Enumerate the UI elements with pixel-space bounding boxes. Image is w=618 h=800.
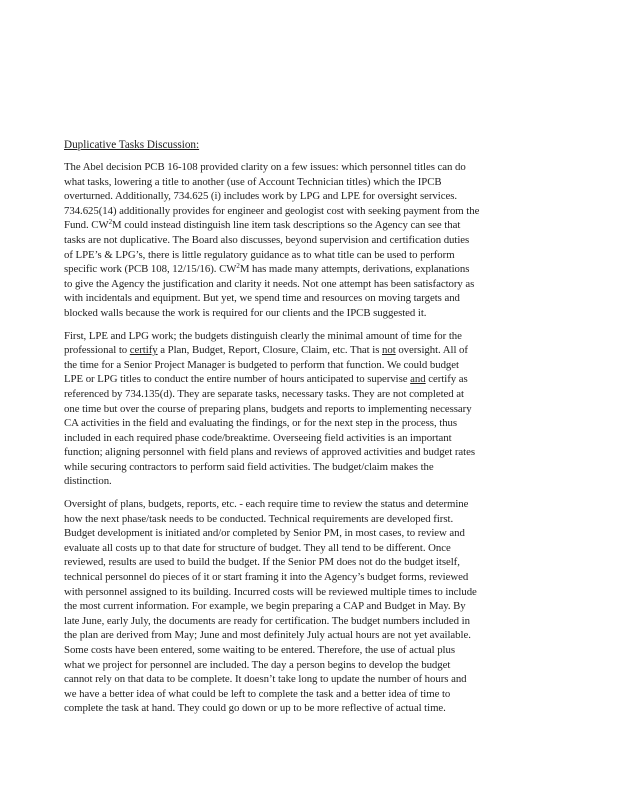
text-line: evaluate all costs up to that date for structure of budget. They all tend to be different. Once bbox=[64, 541, 451, 554]
text-line: of LPE’s & LPG’s, there is little regulatory guidance as to what title can be used to perform bbox=[64, 248, 455, 261]
text-line: The Abel decision PCB 16-108 provided clarity on a few issues: which personnel titles can do bbox=[64, 161, 466, 173]
superscript: 2 bbox=[108, 218, 113, 227]
text-segment: LPE or LPG titles to conduct the entire number of hours anticipated to supervise bbox=[64, 373, 411, 386]
text-line: Some costs have been entered, some waiting to be entered. Therefore, the use of actual plus bbox=[64, 644, 455, 656]
text-line: reviewed, results are used to build the budget. If the Senior PM does not do the budget itself, bbox=[64, 556, 460, 569]
text-line: what tasks, lowering a title to another (use of Account Technician titles) which the IPCB bbox=[64, 175, 442, 188]
underlined-word: and bbox=[410, 373, 426, 386]
text-line bbox=[64, 218, 548, 233]
text-line: CA activities in the field and evaluating the findings, or for the next step in the process, thus bbox=[64, 417, 458, 430]
text-segment: a Plan, Budget, Report, Closure, Claim, etc. That is bbox=[157, 344, 383, 357]
text-segment: Fund. CW bbox=[64, 219, 109, 232]
text-line: late June, early July, the documents are ready for certification. The budget numbers included in bbox=[64, 614, 470, 627]
superscript: 2 bbox=[236, 262, 240, 271]
paragraph-oversight bbox=[64, 497, 548, 716]
text-line: the time for a Senior Project Manager is budgeted to perform that function. We could budget bbox=[64, 358, 459, 371]
text-line: one time but over the course of preparing plans, budgets and reports to implementing necessary bbox=[64, 402, 472, 415]
text-line: tasks are not duplicative. The Board also discusses, beyond supervision and certification duties bbox=[64, 233, 470, 246]
text-segment: certify as bbox=[425, 373, 468, 386]
text-segment: oversight. All of bbox=[395, 344, 468, 357]
text-line: we have a better idea of what could be left to complete the task and a better idea of time to bbox=[64, 687, 451, 700]
text-line: cannot rely on that data to be complete. It doesn’t take long to update the number of hours and bbox=[64, 673, 467, 686]
text-line: overturned. Additionally, 734.625 (i) includes work by LPG and LPE for oversight services. bbox=[64, 190, 458, 203]
text-line: distinction. bbox=[64, 475, 112, 488]
text-line: blocked walls because the work is required for our clients and the IPCB suggested it. bbox=[64, 306, 427, 319]
document-page bbox=[64, 138, 548, 716]
text-line: with personnel assigned to its building. Incurred costs will be reviewed multiple times to include bbox=[64, 585, 477, 598]
text-segment: M could instead distinguish line item task descriptions so the Agency can see that bbox=[112, 219, 461, 232]
paragraph-abel-decision bbox=[64, 160, 548, 321]
text-segment: specific work (PCB 108, 12/15/16). CW bbox=[64, 263, 237, 276]
text-line: 734.625(14) additionally provides for engineer and geologist cost with seeking payment from the bbox=[64, 204, 480, 217]
text-line: First, LPE and LPG work; the budgets distinguish clearly the minimal amount of time for the bbox=[64, 329, 462, 342]
text-line: function; aligning personnel with field plans and reviews of approved activities and budget rates bbox=[64, 446, 476, 459]
text-line: technical personnel do pieces of it or start framing it into the Agency’s budget forms, reviewed bbox=[64, 571, 469, 584]
text-line: how the next phase/task needs to be conducted. Technical requirements are developed first. bbox=[64, 512, 454, 525]
text-line: with incidentals and equipment. But yet, we spend time and resources on moving targets and bbox=[64, 292, 460, 305]
text-line: the plan are derived from May; June and most definitely July actual hours are not yet available. bbox=[64, 629, 471, 642]
text-line: referenced by 734.135(d). They are separate tasks, necessary tasks. They are not completed at bbox=[64, 387, 464, 400]
text-line: Budget development is initiated and/or completed by Senior PM, in most cases, to review and bbox=[64, 527, 465, 540]
text-line: the most current information. For example, we begin preparing a CAP and Budget in May. By bbox=[64, 600, 466, 613]
text-line: Oversight of plans, budgets, reports, etc. - each require time to review the status and determine bbox=[64, 498, 469, 511]
text-line bbox=[64, 343, 548, 358]
paragraph-lpe-lpg-work bbox=[64, 329, 548, 490]
text-line: complete the task at hand. They could go down or up to be more reflective of actual time. bbox=[64, 702, 446, 715]
underlined-word: certify bbox=[129, 344, 158, 357]
text-segment: M has made many attempts, derivations, explanations bbox=[239, 263, 470, 276]
text-segment: professional to bbox=[64, 344, 130, 357]
section-heading: Duplicative Tasks Discussion: bbox=[64, 139, 200, 151]
underlined-word: not bbox=[382, 344, 396, 357]
text-line: included in each required phase code/breaktime. Overseeing field activities is an important bbox=[64, 431, 452, 444]
text-line: to give the Agency the justification and clarity it needs. Not one attempt has been satisfactory as bbox=[64, 277, 475, 290]
text-line bbox=[64, 262, 548, 277]
text-line: what we project for personnel are included. The day a person begins to develop the budget bbox=[64, 658, 451, 671]
text-line: while securing contractors to perform said field activities. The budget/claim makes the bbox=[64, 460, 434, 473]
text-line bbox=[64, 372, 548, 387]
